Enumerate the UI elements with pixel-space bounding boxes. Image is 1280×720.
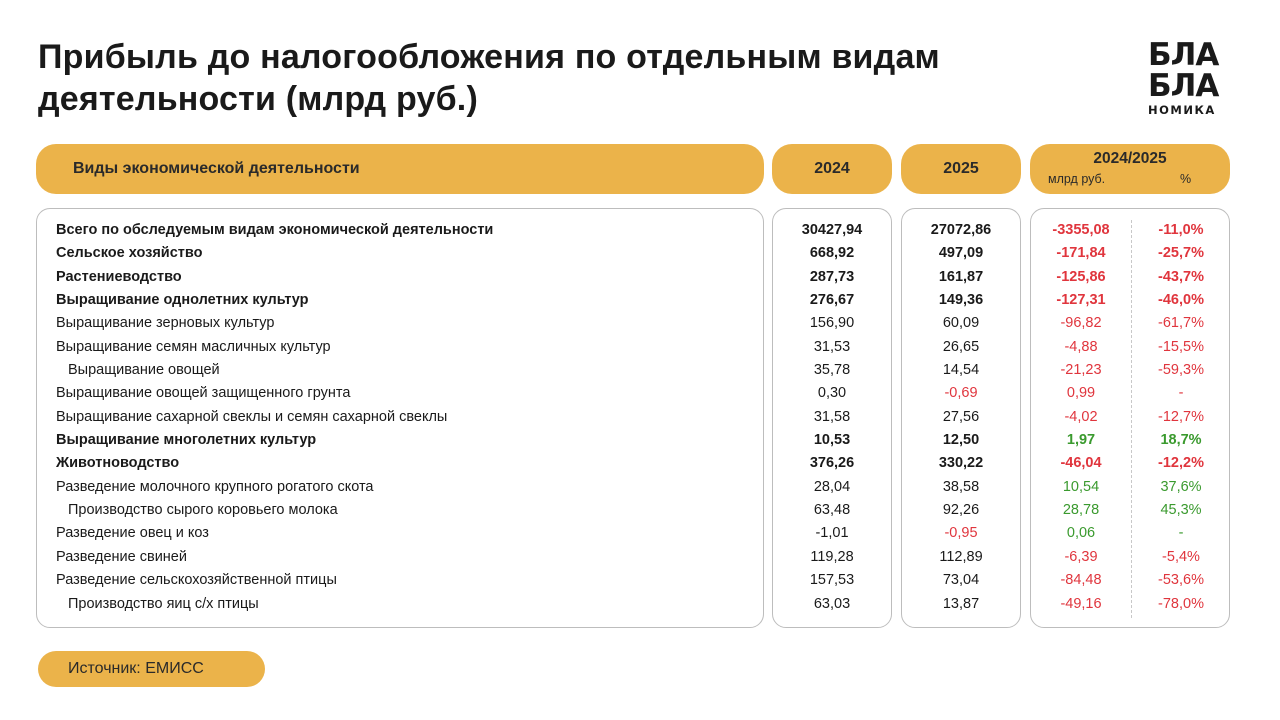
table-row — [0, 452, 1280, 475]
page-title: Прибыль до налогообложения по отдельным видам деятельности (млрд руб.) — [38, 38, 940, 118]
value-2024: 119,28 — [810, 548, 854, 565]
row-name: Разведение молочного крупного рогатого скота — [56, 478, 374, 495]
change-pct: 45,3% — [1160, 502, 1202, 519]
change-pct: -11,0% — [1158, 222, 1204, 238]
change-pct: -43,7% — [1158, 268, 1204, 285]
value-2024: 28,04 — [813, 478, 851, 495]
change-abs: -6,39 — [1064, 548, 1098, 565]
table-row — [0, 266, 1280, 289]
table-row — [0, 336, 1280, 359]
value-2024: 35,78 — [813, 362, 851, 379]
header-change-title: 2024/2025 — [1093, 150, 1167, 167]
value-2025: 60,09 — [942, 315, 980, 332]
row-name: Всего по обследуемым видам экономической деятельности — [56, 222, 494, 238]
row-name: Выращивание сахарной свеклы и семян сахарной свеклы — [56, 408, 448, 425]
change-pct: 18,7% — [1160, 432, 1202, 449]
change-pct: -46,0% — [1158, 292, 1204, 309]
change-abs: -3355,08 — [1052, 222, 1110, 238]
change-abs: -171,84 — [1056, 245, 1106, 262]
change-abs: 28,78 — [1062, 502, 1100, 519]
change-abs: -125,86 — [1056, 268, 1106, 285]
logo-line-2: БЛА — [1148, 68, 1219, 104]
row-name: Выращивание зерновых культур — [56, 315, 275, 332]
table-row — [0, 359, 1280, 382]
row-name: Разведение свиней — [56, 548, 187, 565]
change-abs: 1,97 — [1066, 432, 1096, 449]
header-category: Виды экономической деятельности — [36, 144, 764, 194]
value-2025: 26,65 — [942, 338, 980, 355]
header-change — [1030, 144, 1230, 194]
row-name: Выращивание овощей защищенного грунта — [56, 385, 351, 402]
value-2024: 30427,94 — [801, 222, 863, 238]
value-2024: 287,73 — [809, 268, 855, 285]
change-pct: -25,7% — [1158, 245, 1204, 262]
value-2024: -1,01 — [815, 525, 849, 542]
value-2024: 63,48 — [813, 502, 851, 519]
change-pct: -53,6% — [1158, 572, 1204, 589]
table-row — [0, 429, 1280, 452]
value-2025: -0,69 — [944, 385, 978, 402]
change-abs: -4,02 — [1064, 408, 1098, 425]
change-pct: -12,2% — [1158, 455, 1204, 472]
change-abs: -49,16 — [1060, 595, 1102, 612]
change-abs: -21,23 — [1060, 362, 1102, 379]
logo-line-1: БЛА — [1148, 37, 1219, 73]
table-row — [0, 546, 1280, 569]
row-name: Выращивание многолетних культур — [56, 432, 317, 449]
table-row — [0, 522, 1280, 545]
value-2024: 31,53 — [813, 338, 851, 355]
change-abs: -46,04 — [1060, 455, 1102, 472]
table-row — [0, 476, 1280, 499]
header-year-2024: 2024 — [772, 144, 892, 194]
value-2025: 13,87 — [942, 595, 980, 612]
value-2025: 149,36 — [938, 292, 984, 309]
change-abs: 0,99 — [1066, 385, 1096, 402]
change-abs: -84,48 — [1060, 572, 1102, 589]
data-table — [0, 219, 1280, 616]
change-pct: - — [1178, 385, 1184, 402]
row-name: Сельское хозяйство — [56, 245, 203, 262]
row-name: Выращивание овощей — [68, 362, 220, 379]
table-row — [0, 312, 1280, 335]
change-abs: -4,88 — [1064, 338, 1098, 355]
value-2024: 63,03 — [813, 595, 851, 612]
value-2024: 276,67 — [809, 292, 855, 309]
value-2025: 27,56 — [942, 408, 980, 425]
change-pct: -12,7% — [1158, 408, 1204, 425]
header-change-pct: % — [1180, 172, 1192, 186]
value-2025: 27072,86 — [930, 222, 992, 238]
logo-line-3: НОМИКА — [1148, 103, 1216, 117]
value-2024: 376,26 — [809, 455, 855, 472]
table-row — [0, 499, 1280, 522]
value-2025: 92,26 — [942, 502, 980, 519]
change-abs: 10,54 — [1062, 478, 1100, 495]
change-pct: -78,0% — [1158, 595, 1204, 612]
row-name: Разведение сельскохозяйственной птицы — [56, 572, 337, 589]
row-name: Выращивание однолетних культур — [56, 292, 309, 309]
source-label: Источник: ЕМИСС — [38, 651, 265, 687]
row-name: Животноводство — [56, 455, 180, 472]
value-2024: 10,53 — [813, 432, 851, 449]
row-name: Растениеводство — [56, 268, 182, 285]
value-2025: -0,95 — [944, 525, 978, 542]
table-row — [0, 406, 1280, 429]
table-row — [0, 289, 1280, 312]
table-row — [0, 593, 1280, 616]
value-2024: 156,90 — [809, 315, 855, 332]
row-name: Разведение овец и коз — [56, 525, 209, 542]
value-2024: 668,92 — [809, 245, 855, 262]
change-pct: -59,3% — [1158, 362, 1204, 379]
value-2024: 31,58 — [813, 408, 851, 425]
value-2024: 157,53 — [809, 572, 855, 589]
value-2025: 38,58 — [942, 478, 980, 495]
row-name: Производство яиц с/х птицы — [68, 595, 259, 612]
value-2025: 112,89 — [939, 548, 983, 565]
table-row — [0, 382, 1280, 405]
row-name: Выращивание семян масличных культур — [56, 338, 331, 355]
change-pct: -15,5% — [1158, 338, 1204, 355]
value-2025: 330,22 — [938, 455, 984, 472]
table-row — [0, 242, 1280, 265]
row-name: Производство сырого коровьего молока — [68, 502, 338, 519]
change-pct: 37,6% — [1160, 478, 1202, 495]
value-2025: 73,04 — [942, 572, 980, 589]
change-abs: 0,06 — [1066, 525, 1096, 542]
table-row — [0, 219, 1280, 242]
change-abs: -96,82 — [1060, 315, 1102, 332]
value-2025: 161,87 — [938, 268, 984, 285]
change-pct: -5,4% — [1162, 548, 1200, 565]
table-row — [0, 569, 1280, 592]
header-change-abs: млрд руб. — [1048, 172, 1106, 186]
brand-logo — [1148, 37, 1238, 117]
change-pct: -61,7% — [1158, 315, 1204, 332]
change-abs: -127,31 — [1056, 292, 1106, 309]
value-2025: 497,09 — [938, 245, 984, 262]
value-2025: 14,54 — [942, 362, 980, 379]
change-pct: - — [1178, 525, 1184, 542]
value-2024: 0,30 — [817, 385, 847, 402]
header-year-2025: 2025 — [901, 144, 1021, 194]
value-2025: 12,50 — [942, 432, 980, 449]
